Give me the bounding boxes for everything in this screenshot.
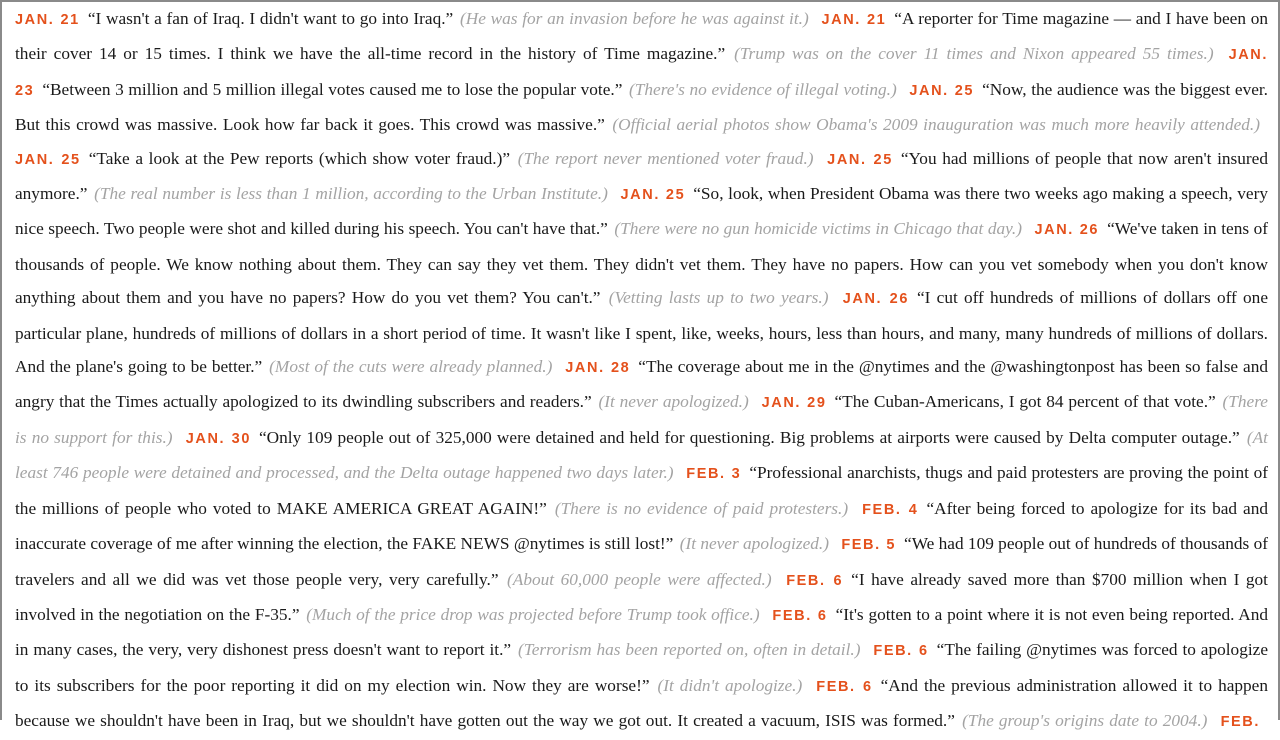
fact-check-note: (At least 746 people were detained and processed, and the Delta outage happened two days later.) xyxy=(15,427,1268,483)
claim-quote: “Only 109 people out of 325,000 were detained and held for questioning. Big problems at airports were caused by Delta computer outage.” xyxy=(259,427,1240,447)
claim-quote: “Now, the audience was the biggest ever. But this crowd was massive. Look how far back it goes. This crowd was massive.” xyxy=(15,79,1268,135)
fact-check-note: (The group's origins date to 2004.) xyxy=(962,711,1208,731)
claim-quote: “You had millions of people that now aren't insured anymore.” xyxy=(15,148,1268,204)
claim-quote: “So, look, when President Obama was there two weeks ago making a speech, very nice speech. Two people were shot and killed during his speech. You can't have that.” xyxy=(15,184,1268,239)
claim-entry xyxy=(1221,711,1268,730)
fact-check-note: (There's no evidence of illegal voting.) xyxy=(629,79,897,99)
claim-date: FEB. 6 xyxy=(772,607,828,624)
fact-check-note: (Vetting lasts up to two years.) xyxy=(608,288,829,308)
claim-date: FEB. xyxy=(1220,714,1260,731)
fact-check-note: (Most of the cuts were already planned.) xyxy=(269,357,553,377)
claim-date: JAN. 25 xyxy=(15,151,81,168)
claim-date: JAN. 23 xyxy=(15,47,1268,99)
claim-date: FEB. 6 xyxy=(786,572,844,589)
claim-date: JAN. 25 xyxy=(620,187,686,204)
claim-quote: “The failing @nytimes was forced to apologize to its subscribers for the poor reporting it did on my election win. Now they are worse!” xyxy=(15,640,1268,695)
claim-date: JAN. 21 xyxy=(15,12,80,28)
claim-quote: “Professional anarchists, thugs and paid protesters are proving the point of the millions of people who voted to MAKE AMERICA GREAT AGAIN!” xyxy=(15,463,1268,518)
claim-date: JAN. 30 xyxy=(185,430,251,447)
claim-quote: “After being forced to apologize for its bad and inaccurate coverage of me after winning the election, the FAKE NEWS @nytimes is still lost!” xyxy=(15,498,1268,554)
fact-check-note: (He was for an invasion before he was against it.) xyxy=(459,9,809,28)
claim-quote: “We had 109 people out of hundreds of thousands of travelers and all we did was vet those people very, very carefully.” xyxy=(15,534,1268,589)
claim-date: FEB. 6 xyxy=(816,678,873,695)
claim-quote: “We've taken in tens of thousands of people. We know nothing about them. They can say they vet them. They didn't vet them. They have no papers. How can you vet somebody when you don't know anything about them and you have no papers? How do you vet them? You can't.” xyxy=(15,219,1268,308)
claim-date: JAN. 28 xyxy=(565,360,631,377)
claim-quote: “I have already saved more than $700 million when I got involved in the negotiation on the F-35.” xyxy=(15,569,1268,624)
claim-quote: “Take a look at the Pew reports (which show voter fraud.)” xyxy=(88,148,511,168)
fact-check-note: (It didn't apologize.) xyxy=(657,675,803,695)
claims-list xyxy=(15,2,1268,740)
fact-check-note: (Trump was on the cover 11 times and Nixon appeared 55 times.) xyxy=(734,44,1214,64)
fact-check-note: (The report never mentioned voter fraud.) xyxy=(517,148,814,168)
fact-check-note: (Terrorism has been reported on, often in detail.) xyxy=(517,640,861,660)
fact-check-note: (It never apologized.) xyxy=(679,534,829,554)
claim-date: JAN. 25 xyxy=(827,151,893,168)
claim-date: JAN. 25 xyxy=(909,82,975,99)
claim-quote: “The Cuban-Americans, I got 84 percent of that vote.” xyxy=(834,392,1216,412)
fact-check-note: (About 60,000 people were affected.) xyxy=(507,569,772,589)
fact-check-note: (There were no gun homicide victims in Chicago that day.) xyxy=(614,219,1022,239)
claim-entry xyxy=(15,9,817,28)
fact-check-note: (There is no support for this.) xyxy=(15,392,1268,447)
claim-entry xyxy=(15,149,822,168)
claim-date: FEB. 3 xyxy=(686,466,742,483)
fact-check-note: (The real number is less than 1 million, according to the Urban Institute.) xyxy=(94,184,608,204)
fact-check-note: (Much of the price drop was projected before Trump took office.) xyxy=(306,604,760,624)
claim-date: FEB. 6 xyxy=(873,643,929,660)
claim-date: JAN. 21 xyxy=(821,12,887,28)
claim-quote: “I cut off hundreds of millions of dollars off one particular plane, hundreds of millions of dollars in a short period of time. It wasn't like I spent, like, weeks, hours, less than hours, and many, many hundreds of millions of dollars. And the plane's going to be better.” xyxy=(15,288,1268,377)
fact-check-note: (There is no evidence of paid protesters.) xyxy=(554,498,849,518)
claim-date: FEB. 4 xyxy=(862,501,919,518)
fact-check-note: (Official aerial photos show Obama's 2009 inauguration was much more heavily attended.) xyxy=(612,115,1260,135)
claim-quote: “I wasn't a fan of Iraq. I didn't want to go into Iraq.” xyxy=(87,9,454,28)
claim-quote: “The coverage about me in the @nytimes and the @washingtonpost has been so false and angry that the Times actually apologized to its dwindling subscribers and readers.” xyxy=(15,357,1268,412)
claim-quote: “A reporter for Time magazine — and I have been on their cover 14 or 15 times. I think we have the all-time record in the history of Time magazine.” xyxy=(15,9,1268,64)
claim-date: FEB. 5 xyxy=(841,537,897,554)
claim-date: JAN. 29 xyxy=(761,395,827,412)
claim-quote: “It's gotten to a point where it is not even being reported. And in many cases, the very, very dishonest press doesn't want to report it.” xyxy=(15,604,1268,660)
fact-check-note: (It never apologized.) xyxy=(598,392,749,412)
claim-quote: “Between 3 million and 5 million illegal votes caused me to lose the popular vote.” xyxy=(42,79,623,99)
claim-date: JAN. 26 xyxy=(1034,222,1100,239)
claim-date: JAN. 26 xyxy=(842,291,909,308)
claim-quote: “And the previous administration allowed it to happen because we shouldn't have been in Iraq, but we shouldn't have gotten out the way we got out. It created a vacuum, ISIS was formed.” xyxy=(15,675,1268,731)
